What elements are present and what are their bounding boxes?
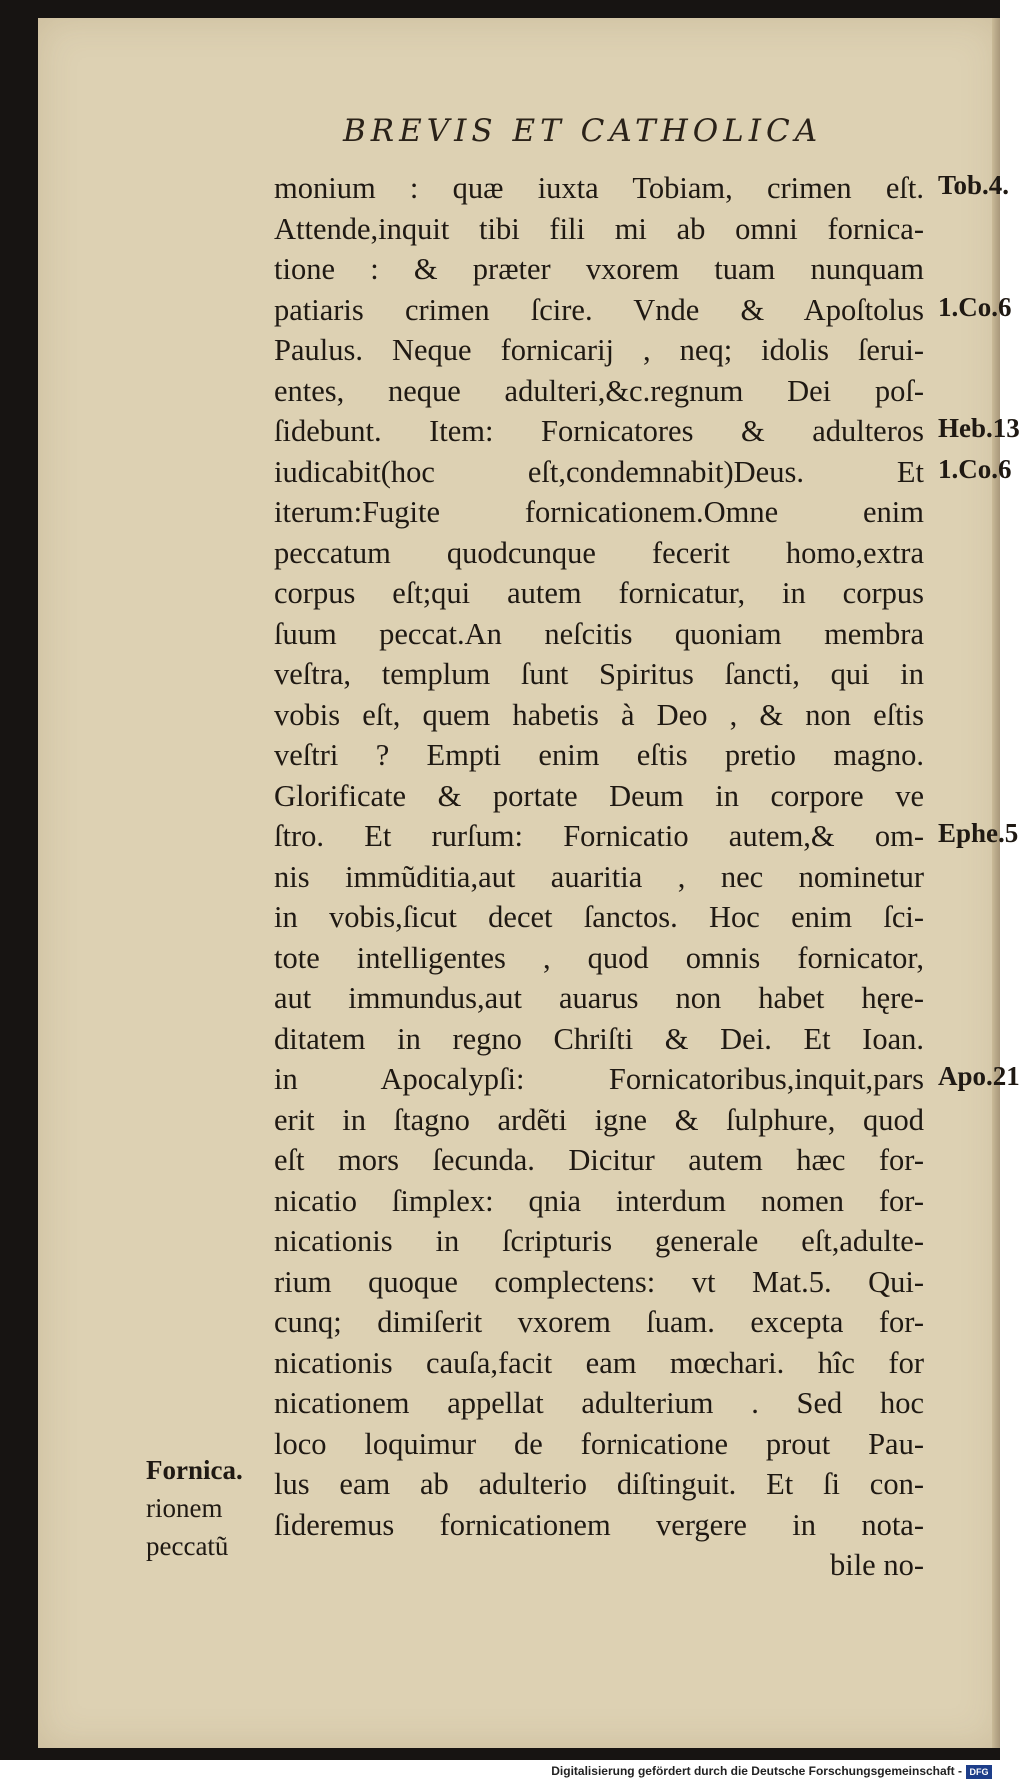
margin-reference: Ephe.5 — [938, 818, 1019, 848]
text-line: veſtri ? Empti enim eſtis pretio magno. — [274, 738, 924, 772]
text-line: in vobis,ſicut decet ſanctos. Hoc enim ſci- — [274, 900, 924, 934]
text-line: bile no- — [829, 1548, 924, 1582]
text-line: aut immundus,aut auarus non habet hęre- — [274, 981, 924, 1015]
text-line: nicationem appellat adulterium . Sed hoc — [274, 1386, 924, 1420]
dfg-logo: DFG — [966, 1765, 992, 1779]
running-head: BREVIS ET CATHOLICA — [343, 113, 823, 149]
side-note-line: peccatũ — [146, 1531, 229, 1561]
text-line: Glorificate & portate Deum in corpore ve — [274, 778, 924, 813]
text-line: tione : & præter vxorem tuam nunquam — [274, 252, 924, 286]
footer-credit: Digitalisierung gefördert durch die Deutsche Forschungsgemeinschaft - — [551, 1764, 962, 1778]
text-line: vobis eſt, quem habetis à Deo , & non eſtis — [274, 697, 924, 732]
text-line: loco loquimur de fornicatione prout Pau- — [274, 1426, 924, 1461]
margin-reference: Tob.4. — [938, 170, 1010, 200]
text-line: veſtra, templum ſunt Spiritus ſancti, qui in — [274, 657, 924, 691]
text-line: iudicabit(hoc eſt,condemnabit)Deus. Et — [274, 454, 924, 489]
footer-bar — [0, 1760, 1000, 1787]
side-note — [146, 1451, 243, 1565]
text-line: nicatio ſimplex: qnia interdum nomen for- — [274, 1183, 924, 1218]
text-line: ſideremus fornicationem vergere in nota- — [274, 1507, 924, 1542]
margin-reference: 1.Co.6 — [938, 291, 1012, 322]
margin-reference: 1.Co.6 — [938, 453, 1012, 484]
text-line: patiaris crimen ſcire. Vnde & Apoſtolus — [274, 292, 924, 327]
text-line: entes, neque adulteri,&c.regnum Dei poſ- — [274, 373, 924, 408]
text-line: rium quoque complectens: vt Mat.5. Qui- — [274, 1264, 924, 1299]
page-edge — [992, 18, 1000, 1748]
margin-reference: Heb.13 — [938, 413, 1020, 443]
text-line: corpus eſt;qui autem fornicatur, in corpus — [274, 576, 924, 610]
text-line: ſuum peccat.An neſcitis quoniam membra — [274, 616, 924, 651]
side-note-line: rionem — [146, 1493, 223, 1523]
text-line: peccatum quodcunque fecerit homo,extra — [274, 535, 924, 570]
text-line: Paulus. Neque fornicarij , neq; idolis ſerui- — [274, 333, 924, 367]
text-line: lus eam ab adulterio diſtinguit. Et ſi con- — [274, 1467, 924, 1501]
text-line: erit in ſtagno ardẽti igne & ſulphure, quod — [274, 1102, 924, 1137]
text-line: ſidebunt. Item: Fornicatores & adulteros — [274, 414, 924, 448]
body-text — [274, 168, 934, 1586]
side-note-line: Fornica. — [146, 1455, 243, 1485]
text-line: ſtro. Et rurſum: Fornicatio autem,& om- — [274, 819, 924, 853]
text-line: nicationis in ſcripturis generale eſt,adulte- — [274, 1224, 924, 1258]
text-line: monium : quæ iuxta Tobiam, crimen eſt. — [274, 171, 924, 205]
book-page — [38, 18, 1020, 1748]
text-line: nicationis cauſa,facit eam mœchari. hîc for — [274, 1345, 924, 1380]
text-line: Attende,inquit tibi fili mi ab omni fornica- — [274, 211, 924, 246]
text-line: eſt mors ſecunda. Dicitur autem hæc for- — [274, 1143, 924, 1177]
margin-reference: Apo.21 — [938, 1061, 1020, 1091]
text-line: iterum:Fugite fornicationem.Omne enim — [274, 495, 924, 529]
text-line: ditatem in regno Chriſti & Dei. Et Ioan. — [274, 1021, 924, 1056]
text-line: nis immũditia,aut auaritia , nec nominetur — [274, 859, 924, 894]
text-line: in Apocalypſi: Fornicatoribus,inquit,pars — [274, 1062, 924, 1096]
text-line: cunq; dimiſerit vxorem ſuam. excepta for- — [274, 1305, 924, 1339]
text-line: tote intelligentes , quod omnis fornicator, — [274, 940, 924, 975]
